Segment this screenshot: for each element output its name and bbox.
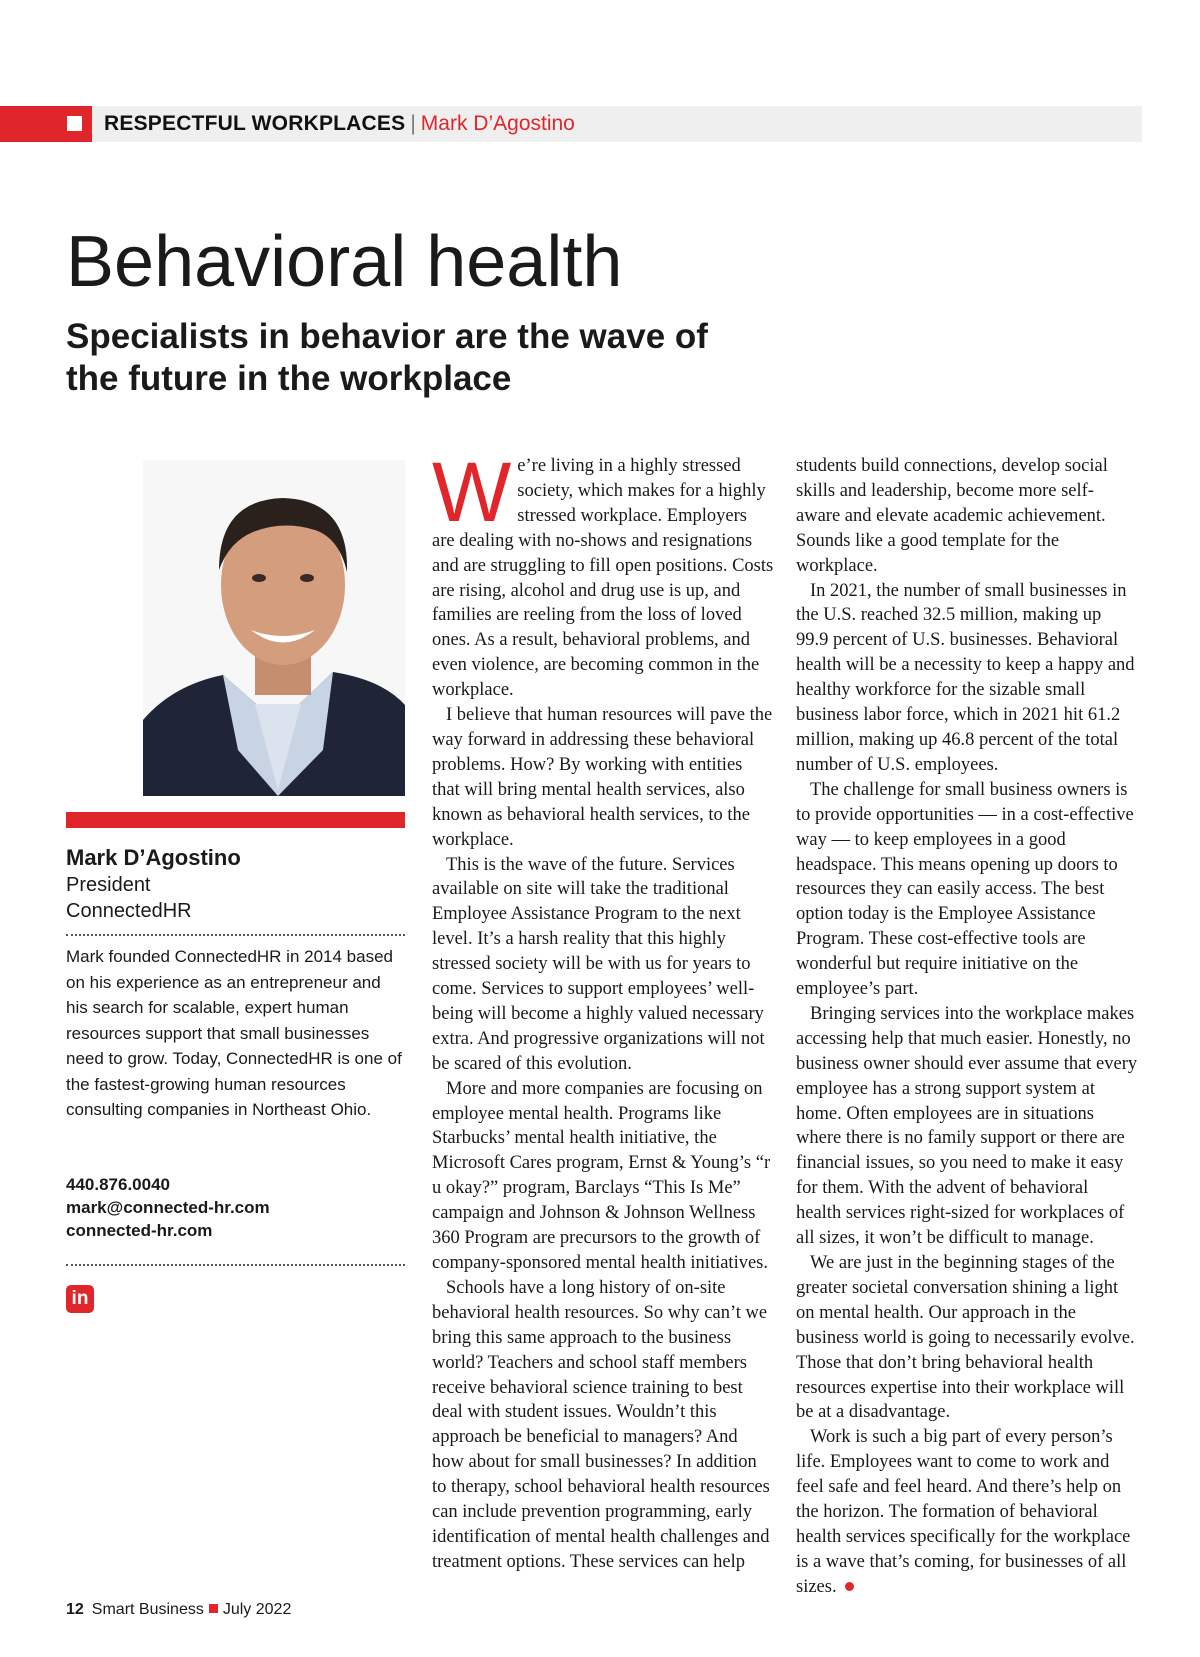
header-author: Mark D’Agostino bbox=[420, 112, 575, 135]
article-title: Behavioral health bbox=[66, 222, 623, 302]
contact-website[interactable]: connected-hr.com bbox=[66, 1221, 213, 1240]
section-header bbox=[104, 111, 575, 137]
article-paragraph: In 2021, the number of small businesses in the U.S. reached 32.5 million, making up 99.9 percent of U.S. businesses. Behavioral health will be a necessity to keep a happy and healthy workforce for the sizable small business labor force, which in 2021 hit 61.2 million, making up 46.8 percent of the total number of U.S. employees. bbox=[796, 580, 1135, 775]
article-paragraph-text: e’re living in a highly stressed society, which makes for a highly stressed workplace. Employers are dealing with no-shows and resignations and are struggling to fill open positions. Costs are rising, alcohol and drug use is up, and families are reeling from the loss of loved ones. As a result, behavioral problems, and even violence, are becoming common in the workplace. bbox=[432, 456, 774, 701]
footer-square-icon bbox=[209, 1604, 218, 1613]
section-square-icon bbox=[67, 116, 82, 131]
author-photo bbox=[143, 460, 405, 796]
article-paragraph: I believe that human resources will pave the way forward in addressing these behavioral problems. How? By working with entities that will bring mental health services, also known as behavioral health services, to the workplace. bbox=[432, 705, 773, 850]
contact-phone: 440.876.0040 bbox=[66, 1175, 170, 1194]
article-column-2 bbox=[796, 454, 1138, 1600]
article-paragraph: We are just in the beginning stages of the greater societal conversation shining a light on mental health. Our approach in the business world is going to necessarily evolve. Those that don’t bring behavioral health resources expertise into their workplace will be at a disadvantage. bbox=[796, 1253, 1135, 1423]
end-mark-icon bbox=[845, 1582, 854, 1591]
article-paragraph: More and more companies are focusing on employee mental health. Programs like Starbucks’ mental health initiative, the Microsoft Cares program, Ernst & Young’s “r u okay?” program, Barclays “This Is Me” campaign and Johnson & Johnson Wellness 360 Program are precursors to the growth of company-sponsored mental health initiatives. bbox=[432, 1078, 771, 1273]
bio-red-rule bbox=[66, 812, 405, 828]
page-footer bbox=[66, 1600, 291, 1620]
article-paragraph: Schools have a long history of on-site behavioral health resources. So why can’t we bring this same approach to the business world? Teachers and school staff members receive behavioral science training to best deal with student issues. Wouldn’t this approach be beneficial to managers? And how about for small businesses? In addition to therapy, school behavioral health resources can include prevention programming, early identification of mental health challenges and treatment options. These services can help bbox=[432, 1277, 770, 1572]
issue-date: July 2022 bbox=[222, 1601, 292, 1618]
page-number: 12 bbox=[66, 1601, 84, 1618]
article-subtitle: Specialists in behavior are the wave of the future in the workplace bbox=[66, 317, 708, 398]
article-paragraph: students build connections, develop social skills and leadership, become more self-aware and elevate academic achievement. Sounds like a good template for the workplace. bbox=[796, 456, 1108, 576]
header-separator: | bbox=[410, 112, 416, 135]
bio-name: Mark D’Agostino bbox=[66, 845, 241, 870]
contact-divider bbox=[66, 1264, 405, 1266]
publication-name: Smart Business bbox=[91, 1601, 204, 1618]
article-paragraph: Bringing services into the workplace makes accessing help that much easier. Honestly, no business owner should ever assume that every employee has a strong support system at home. Often employees are in situations where there is no family support or there are financial issues, so you need to make it easy for them. With the advent of behavioral health services right-sized for workplaces of all sizes, it won’t be difficult to manage. bbox=[796, 1003, 1138, 1249]
contact-email[interactable]: mark@connected-hr.com bbox=[66, 1198, 270, 1217]
article-paragraph: This is the wave of the future. Services available on site will take the traditional Employee Assistance Program to the next level. It’s a harsh reality that this highly stressed society will be with us for years to come. Services to support employees’ well-being will become a highly valued necessary extra. And progressive organizations will not be scared of this evolution. bbox=[432, 854, 765, 1074]
article-column-1 bbox=[432, 445, 774, 1575]
section-name: RESPECTFUL WORKPLACES bbox=[104, 112, 406, 135]
article-paragraph bbox=[432, 445, 774, 703]
bio-divider bbox=[66, 934, 405, 936]
bio-company: ConnectedHR bbox=[66, 900, 192, 922]
bio-text: Mark founded ConnectedHR in 2014 based on his experience as an entrepreneur and his search for scalable, expert human resources support that small businesses need to grow. Today, ConnectedHR is one of the fastest-growing human resources consulting companies in Northeast Ohio. bbox=[66, 947, 402, 1119]
article-paragraph: The challenge for small business owners is to provide opportunities — in a cost-effective way — to keep employees in a good headspace. This means opening up doors to resources they can easily access. The best option today is the Employee Assistance Program. These cost-effective tools are wonderful but require initiative on the employee’s part. bbox=[796, 779, 1134, 1000]
linkedin-icon[interactable]: in bbox=[66, 1285, 94, 1313]
drop-cap: W bbox=[432, 445, 512, 539]
bio-role: President bbox=[66, 874, 151, 896]
article-paragraph-text: Work is such a big part of every person’s life. Employees want to come to work and feel safe and feel heard. And there’s help on the horizon. The formation of behavioral health services specifically for the workplace is a wave that’s coming, for businesses of all sizes. bbox=[796, 1427, 1131, 1597]
article-paragraph bbox=[796, 1425, 1138, 1599]
